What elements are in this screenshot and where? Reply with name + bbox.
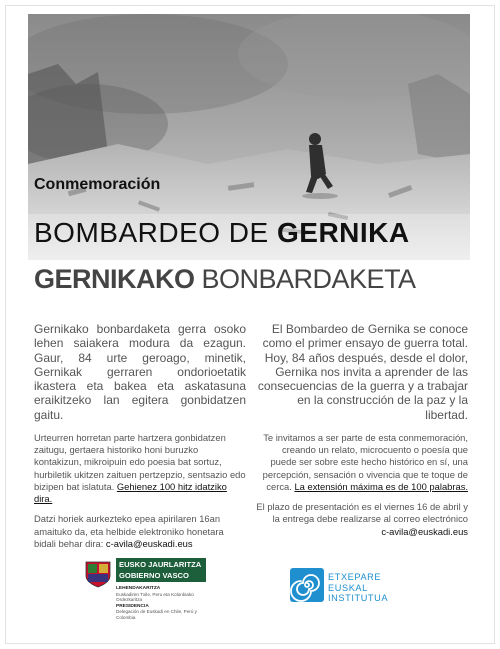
coat-of-arms-icon [84,560,112,588]
government-name-basque: EUSKO JAURLARITZA [119,560,202,569]
subtitle: Conmemoración [34,176,161,193]
etxepare-spiral-icon [290,568,324,602]
title-basque-part2: BONBARDAKETA [194,264,416,294]
spanish-email-link[interactable]: c-avila@euskadi.eus [381,525,468,537]
spanish-paragraph-invite [256,432,468,493]
spanish-column [256,322,468,546]
etxepare-logo [290,568,410,608]
etxepare-line3: INSTITUTUA [328,593,389,604]
spanish-word-limit: La extensión máxima es de 100 palabras. [294,480,468,492]
etxepare-text [328,572,388,604]
basque-column [34,322,246,558]
title-spanish-part1: BOMBARDEO DE [34,217,277,248]
title-basque [34,264,416,295]
title-spanish [34,217,410,249]
title-basque-part1: GERNIKAKO [34,264,195,294]
department-basque-title: LEHENDAKARITZA [116,586,161,591]
title-spanish-part2: GERNIKA [276,217,410,248]
basque-email-link[interactable]: c-avila@euskadi.eus [105,537,193,549]
spanish-lead: El Bombardeo de Gernika se conoce como el primer ensayo de guerra total. Hoy, 84 años después, desde el dolor, Gernika nos invita a aprender de las consecuencias de la guerra y a trabajar en la construcción de la paz y la libertad. [257,322,468,422]
government-name-spanish: GOBIERNO VASCO [119,571,189,580]
department-spanish-title: PRESIDENCIA [116,603,149,609]
spanish-invite-text: Te invitamos a ser parte de esta conmemoración, creando un relato, microcuento o poesía que puede ser sobre este hecho histórico en sí, una percepción, sensación o vivencia que te toque de cerca. [262,432,468,492]
department-spanish-sub: Delegación de Euskadi en Chile, Perú y Colombia [116,609,197,620]
basque-lead: Gernikako bonbardaketa gerra osoko lehen saiakera modura da ezagun. Gaur, 84 urte geroago, minetik, Gernikak gerraren ondorioetatik ikastera eta bakea eta askatasuna eraikitzeko lan egitera gonbidatzen gaitu. [34,322,246,422]
spanish-deadline-text: El plazo de presentación es el viernes 16 de abril y la entrega debe realizarse al correo electrónico [256,501,468,525]
etxepare-line2: EUSKAL [328,582,368,593]
basque-government-logo [84,558,214,630]
etxepare-line1: ETXEPARE [328,572,382,582]
basque-word-limit: Gehienez 100 hitz idatziko dira. [34,480,227,505]
government-name-bar [116,558,206,582]
basque-invite-text: Urteurren horretan parte hartzera gonbidatzen zaitugu, gertaera historiko honi buruzko kontakizun, mikroipuin edo poesia bat sortuz, hurbiletik ukitzen zaituen pertzepzio, sentsazio edo bizipen bat islatuta. [34,432,246,492]
basque-deadline-text: Datzi horiek aurkezteko epea apirilaren 16an amaituko da, eta helbide elektroniko honetara bidali behar dira: [34,513,224,549]
department-basque-sub: Euskadiren Txile, Peru eta Kolonbiako Ordezkaritza [116,591,194,603]
basque-paragraph-invite [34,432,246,505]
department-info [116,585,216,621]
spanish-paragraph-deadline [256,501,468,538]
basque-paragraph-deadline [34,513,246,550]
